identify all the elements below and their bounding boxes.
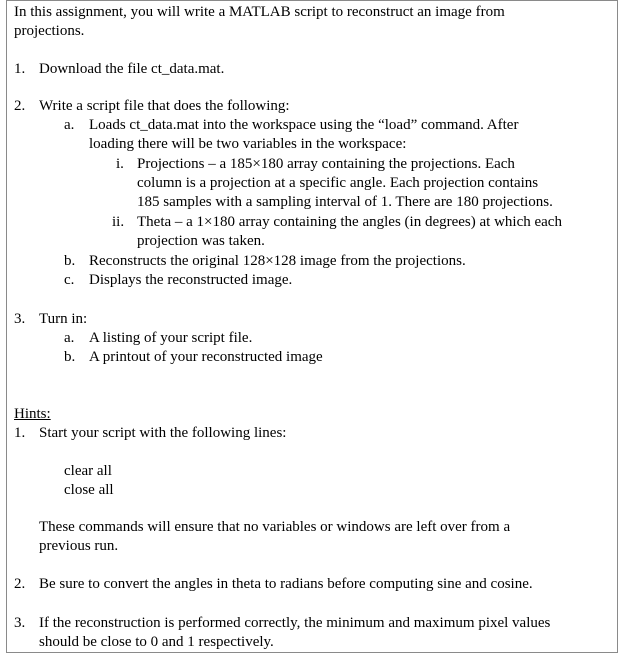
step-3a-text: A listing of your script file. — [89, 330, 253, 346]
intro-line-2: projections. — [14, 23, 85, 39]
code-line-2: close all — [64, 482, 114, 498]
step-1-text: Download the file ct_data.mat. — [39, 61, 225, 77]
step-3-number: 3. — [14, 311, 26, 327]
step-2c-marker: c. — [64, 272, 75, 288]
step-2a-ii-marker: ii. — [112, 214, 125, 230]
step-3b-text: A printout of your reconstructed image — [89, 349, 323, 365]
hint-1-number: 1. — [14, 425, 26, 441]
step-2a-ii-line-2: projection was taken. — [137, 233, 265, 249]
hint-3-line-1: If the reconstruction is performed correctly, the minimum and maximum pixel values — [39, 615, 551, 631]
step-2-text: Write a script file that does the following: — [39, 98, 290, 114]
step-2a-i-line-3: 185 samples with a sampling interval of 1. There are 180 projections. — [137, 194, 553, 210]
step-2a-i-marker: i. — [116, 156, 124, 172]
step-2b-marker: b. — [64, 253, 76, 269]
hint-3-line-2: should be close to 0 and 1 respectively. — [39, 634, 274, 650]
hint-1-text: Start your script with the following lines: — [39, 425, 287, 441]
step-2b-text: Reconstructs the original 128×128 image from the projections. — [89, 253, 466, 269]
step-2a-ii-line-1: Theta – a 1×180 array containing the angles (in degrees) at which each — [137, 214, 562, 230]
step-2-number: 2. — [14, 98, 26, 114]
hint-2-number: 2. — [14, 576, 26, 592]
step-2a-i-line-2: column is a projection at a specific angle. Each projection contains — [137, 175, 539, 191]
step-2a-marker: a. — [64, 117, 75, 133]
hint-3-number: 3. — [14, 615, 26, 631]
step-3-text: Turn in: — [39, 311, 88, 327]
hint-2-text: Be sure to convert the angles in theta to radians before computing sine and cosine. — [39, 576, 533, 592]
code-line-1: clear all — [64, 463, 112, 479]
hints-heading: Hints: — [14, 406, 51, 422]
hint-1-note-line-1: These commands will ensure that no variables or windows are left over from a — [39, 519, 511, 535]
step-2a-line-2: loading there will be two variables in the workspace: — [89, 136, 407, 152]
hint-1-note-line-2: previous run. — [39, 538, 119, 554]
step-3b-marker: b. — [64, 349, 76, 365]
intro-line-1: In this assignment, you will write a MATLAB script to reconstruct an image from — [14, 4, 505, 20]
step-2a-line-1: Loads ct_data.mat into the workspace using the “load” command. After — [89, 117, 519, 133]
step-2a-i-line-1: Projections – a 185×180 array containing the projections. Each — [137, 156, 515, 172]
step-1-number: 1. — [14, 61, 26, 77]
step-2c-text: Displays the reconstructed image. — [89, 272, 293, 288]
step-3a-marker: a. — [64, 330, 75, 346]
